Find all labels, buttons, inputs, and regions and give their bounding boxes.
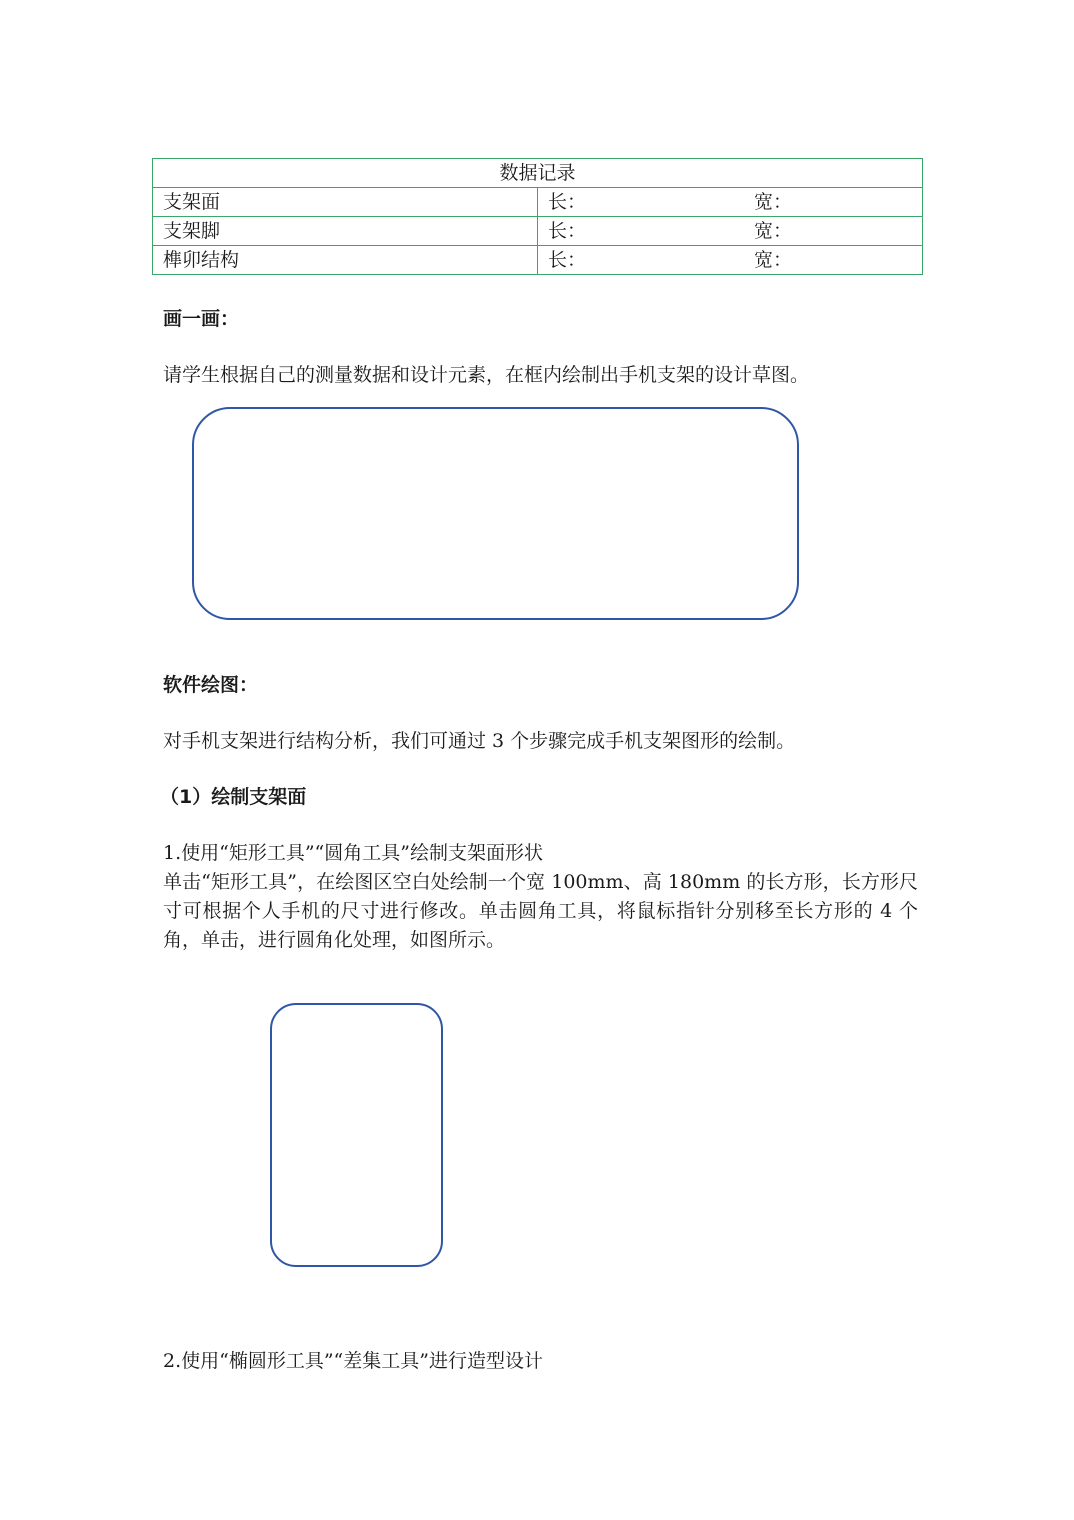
row-name: 支架脚 [153,217,538,246]
rounded-rectangle-figure [270,1003,443,1267]
step1-body: 单击“矩形工具”，在绘图区空白处绘制一个宽 100mm、高 180mm 的长方形，长方形尺寸可根据个人手机的尺寸进行修改。单击圆角工具，将鼠标指针分别移至长方形的 4 个角，单击，进行圆角化处理，如图所示。 [163,871,918,951]
step1-heading: （1）绘制支架面 [160,786,307,808]
data-record-table [152,158,923,275]
width-label: 宽： [754,191,793,213]
row-name: 支架面 [153,188,538,217]
table-row [153,188,923,217]
sketch-area-box[interactable] [192,407,799,620]
step1-title: 1.使用“矩形工具”“圆角工具”绘制支架面形状 [163,842,543,864]
draw-instruction: 请学生根据自己的测量数据和设计元素，在框内绘制出手机支架的设计草图。 [163,364,810,386]
width-label: 宽： [754,249,793,271]
row-measure [538,246,923,275]
row-measure [538,217,923,246]
table-row [153,217,923,246]
width-label: 宽： [754,220,793,242]
table-title: 数据记录 [153,159,923,188]
length-label: 长： [548,249,587,271]
software-heading: 软件绘图： [163,674,259,696]
software-intro: 对手机支架进行结构分析，我们可通过 3 个步骤完成手机支架图形的绘制。 [163,730,796,752]
draw-heading: 画一画： [163,308,240,330]
row-name: 榫卯结构 [153,246,538,275]
step2-title: 2.使用“椭圆形工具”“差集工具”进行造型设计 [163,1350,543,1372]
row-measure [538,188,923,217]
length-label: 长： [548,220,587,242]
table-row [153,246,923,275]
length-label: 长： [548,191,587,213]
